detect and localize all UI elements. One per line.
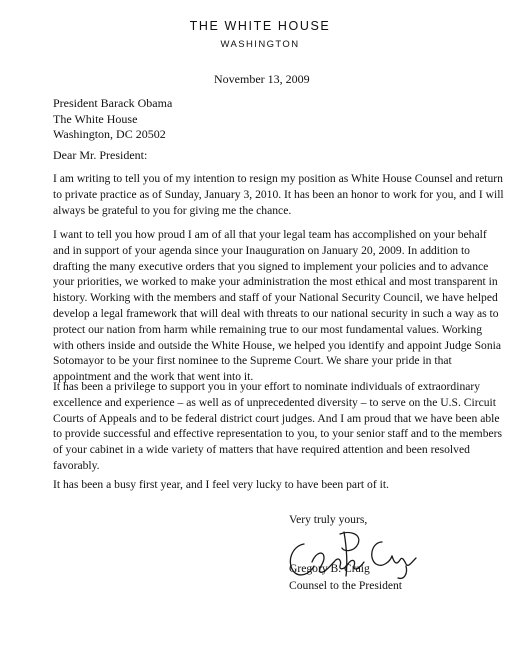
signer-name: Gregory B. Craig — [289, 562, 370, 575]
body-paragraph: I am writing to tell you of my intention to resign my position as White House Counsel and return to private practice as of Sunday, January 3, 2010. It has been an honor to work for you, and I will always be grateful to you for giving me the chance. — [53, 172, 504, 217]
recipient-line: The White House — [53, 111, 138, 126]
body-paragraph: It has been a privilege to support you in your effort to nominate individuals of extraordinary excellence and experience – as well as of unprecedented diversity – to serve on the U.S. Circuit Courts of Appeals and to be federal district court judges. And I am proud that we have been able to provide successful and effective representation to you, to your senior staff and to the members of your cabinet in a wide variety of matters that have required attention and been resolved favorably. — [53, 380, 503, 472]
recipient-line: President Barack Obama — [53, 96, 173, 110]
body-paragraph: I want to tell you how proud I am of all that your legal team has accomplished on your behalf and in support of your agenda since your Inauguration on January 20, 2009. In addition to drafting the many executive orders that you signed to implement your policies and to advance your priorities, we worked to make your administration the most ethical and most transparent in history. Working with the members and staff of your National Security Council, we have helped develop a legal framework that will deal with threats to our national security in such a way as to protect our nation from harm while remaining true to our most fundamental values. Working with others inside and outside the White House, we helped you identify and appoint Judge Sonia Sotomayor to be your first nominee to the Supreme Court. We share your pride in that appointment and the work that went into it. — [53, 228, 501, 384]
letterhead-subtitle: WASHINGTON — [220, 39, 300, 50]
letterhead-title: THE WHITE HOUSE — [189, 19, 331, 33]
salutation: Dear Mr. President: — [53, 148, 148, 162]
signer-title: Counsel to the President — [289, 579, 403, 592]
body-paragraph: It has been a busy first year, and I feel very lucky to have been part of it. — [53, 478, 389, 491]
recipient-line: Washington, DC 20502 — [53, 127, 166, 141]
letter-date: November 13, 2009 — [214, 72, 310, 86]
closing: Very truly yours, — [289, 513, 368, 526]
recipient-address — [53, 96, 172, 143]
